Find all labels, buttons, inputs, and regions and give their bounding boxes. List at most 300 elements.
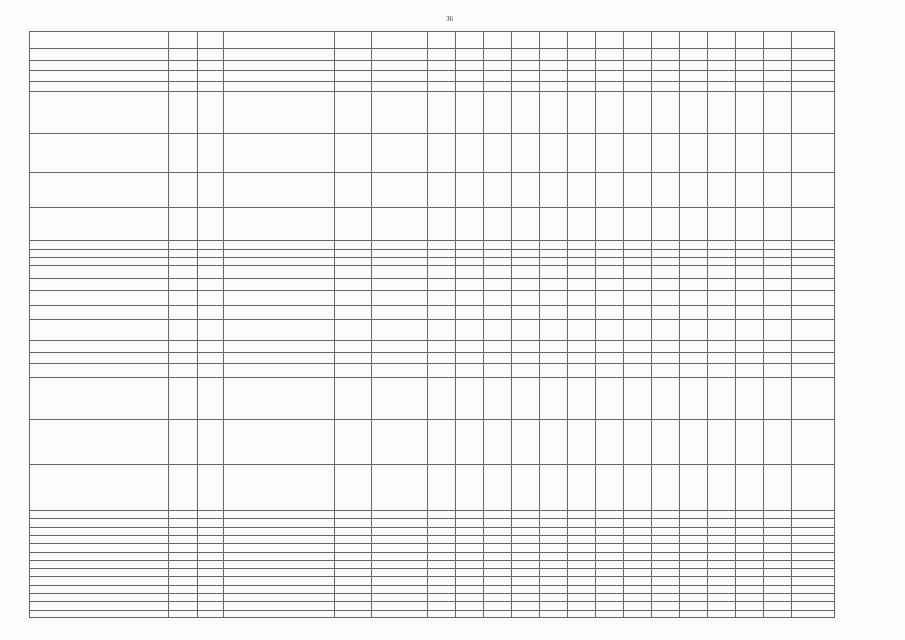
table-cell: [736, 544, 764, 552]
table-cell: [596, 527, 624, 535]
page-number: 36: [446, 15, 453, 23]
table-row: [30, 320, 835, 341]
table-cell: [764, 519, 792, 527]
table-cell: [30, 71, 169, 81]
table-cell: [624, 278, 652, 290]
table-cell: [708, 305, 736, 320]
table-cell: [198, 241, 224, 249]
table-cell: [764, 465, 792, 511]
table-cell: [736, 353, 764, 363]
table-cell: [596, 585, 624, 593]
table-cell: [456, 593, 484, 601]
table-row: [30, 560, 835, 568]
table-row: [30, 305, 835, 320]
table-cell: [540, 544, 568, 552]
table-cell: [708, 593, 736, 601]
table-cell: [624, 32, 652, 49]
table-cell: [484, 419, 512, 465]
table-cell: [372, 419, 428, 465]
table-cell: [596, 340, 624, 352]
table-cell: [540, 552, 568, 560]
table-cell: [512, 266, 540, 278]
table-cell: [428, 249, 456, 257]
table-cell: [456, 363, 484, 378]
table-cell: [652, 173, 680, 208]
table-cell: [30, 48, 169, 60]
table-cell: [652, 258, 680, 266]
table-cell: [708, 577, 736, 585]
table-cell: [224, 305, 335, 320]
table-cell: [708, 71, 736, 81]
table-cell: [484, 92, 512, 133]
table-cell: [736, 249, 764, 257]
table-cell: [198, 249, 224, 257]
table-cell: [169, 363, 198, 378]
table-cell: [428, 519, 456, 527]
table-cell: [512, 419, 540, 465]
table-cell: [30, 340, 169, 352]
table-cell: [792, 519, 835, 527]
table-cell: [428, 92, 456, 133]
table-cell: [169, 320, 198, 341]
table-cell: [764, 320, 792, 341]
table-row: [30, 544, 835, 552]
table-cell: [568, 71, 596, 81]
table-cell: [764, 32, 792, 49]
table-cell: [568, 278, 596, 290]
table-cell: [736, 291, 764, 306]
table-cell: [540, 241, 568, 249]
table-cell: [792, 266, 835, 278]
table-row: [30, 519, 835, 527]
table-cell: [540, 519, 568, 527]
table-cell: [428, 569, 456, 577]
table-cell: [456, 48, 484, 60]
table-cell: [198, 133, 224, 172]
table-cell: [456, 305, 484, 320]
table-cell: [708, 61, 736, 71]
table-cell: [428, 241, 456, 249]
table-cell: [456, 258, 484, 266]
table-cell: [512, 71, 540, 81]
table-cell: [484, 340, 512, 352]
table-cell: [30, 278, 169, 290]
table-cell: [652, 278, 680, 290]
table-cell: [30, 552, 169, 560]
table-cell: [198, 81, 224, 91]
table-cell: [169, 544, 198, 552]
table-cell: [335, 133, 372, 172]
table-cell: [540, 258, 568, 266]
table-cell: [568, 569, 596, 577]
table-cell: [596, 278, 624, 290]
table-cell: [708, 544, 736, 552]
table-cell: [652, 61, 680, 71]
table-cell: [428, 61, 456, 71]
table-cell: [708, 92, 736, 133]
table-cell: [540, 340, 568, 352]
table-cell: [335, 602, 372, 610]
table-cell: [512, 320, 540, 341]
table-cell: [596, 544, 624, 552]
table-cell: [680, 585, 708, 593]
table-cell: [568, 511, 596, 519]
table-cell: [224, 602, 335, 610]
table-row: [30, 419, 835, 465]
table-cell: [652, 71, 680, 81]
table-cell: [680, 602, 708, 610]
table-cell: [30, 208, 169, 241]
table-cell: [652, 602, 680, 610]
table-cell: [680, 363, 708, 378]
table-cell: [372, 173, 428, 208]
table-cell: [335, 173, 372, 208]
table-cell: [652, 81, 680, 91]
table-cell: [224, 544, 335, 552]
table-cell: [335, 340, 372, 352]
table-row: [30, 577, 835, 585]
table-cell: [568, 519, 596, 527]
table-cell: [792, 61, 835, 71]
table-cell: [198, 363, 224, 378]
table-cell: [708, 249, 736, 257]
table-cell: [30, 465, 169, 511]
table-cell: [169, 602, 198, 610]
table-cell: [198, 535, 224, 543]
table-cell: [596, 173, 624, 208]
table-cell: [792, 278, 835, 290]
table-cell: [708, 48, 736, 60]
table-cell: [30, 258, 169, 266]
table-cell: [456, 61, 484, 71]
table-cell: [624, 527, 652, 535]
table-cell: [169, 353, 198, 363]
table-cell: [372, 465, 428, 511]
table-cell: [680, 519, 708, 527]
table-cell: [680, 291, 708, 306]
table-cell: [736, 569, 764, 577]
table-cell: [624, 535, 652, 543]
table-cell: [540, 266, 568, 278]
table-cell: [372, 48, 428, 60]
table-cell: [30, 519, 169, 527]
table-row: [30, 353, 835, 363]
table-cell: [792, 535, 835, 543]
table-cell: [624, 593, 652, 601]
table-cell: [624, 71, 652, 81]
table-cell: [335, 569, 372, 577]
table-row: [30, 465, 835, 511]
table-cell: [792, 577, 835, 585]
table-cell: [198, 465, 224, 511]
table-cell: [764, 173, 792, 208]
table-cell: [198, 71, 224, 81]
table-cell: [540, 378, 568, 419]
table-cell: [30, 291, 169, 306]
table-cell: [540, 71, 568, 81]
table-cell: [372, 378, 428, 419]
table-cell: [652, 569, 680, 577]
table-cell: [512, 519, 540, 527]
table-cell: [792, 511, 835, 519]
table-cell: [680, 32, 708, 49]
table-cell: [484, 320, 512, 341]
table-cell: [764, 593, 792, 601]
table-cell: [512, 593, 540, 601]
table-cell: [372, 340, 428, 352]
table-cell: [30, 32, 169, 49]
table-cell: [764, 585, 792, 593]
table-cell: [540, 527, 568, 535]
table-cell: [680, 241, 708, 249]
table-cell: [169, 535, 198, 543]
table-cell: [372, 527, 428, 535]
table-cell: [372, 61, 428, 71]
table-cell: [596, 378, 624, 419]
table-cell: [512, 249, 540, 257]
table-cell: [335, 511, 372, 519]
table-cell: [30, 560, 169, 568]
table-cell: [680, 92, 708, 133]
table-cell: [198, 419, 224, 465]
table-cell: [224, 363, 335, 378]
table-cell: [224, 419, 335, 465]
table-cell: [764, 544, 792, 552]
table-cell: [169, 61, 198, 71]
table-cell: [456, 610, 484, 617]
table-cell: [624, 61, 652, 71]
table-cell: [736, 305, 764, 320]
table-cell: [428, 560, 456, 568]
table-cell: [652, 353, 680, 363]
table-cell: [198, 61, 224, 71]
table-row: [30, 552, 835, 560]
table-cell: [224, 48, 335, 60]
table-cell: [335, 363, 372, 378]
table-row: [30, 602, 835, 610]
table-cell: [484, 71, 512, 81]
table-cell: [680, 173, 708, 208]
table-cell: [568, 291, 596, 306]
table-cell: [764, 511, 792, 519]
table-cell: [456, 241, 484, 249]
table-cell: [428, 81, 456, 91]
table-cell: [596, 602, 624, 610]
table-cell: [764, 61, 792, 71]
table-cell: [652, 266, 680, 278]
table-row: [30, 48, 835, 60]
table-cell: [484, 519, 512, 527]
table-cell: [708, 291, 736, 306]
table-cell: [708, 258, 736, 266]
table-cell: [680, 278, 708, 290]
table-cell: [512, 81, 540, 91]
table-cell: [224, 208, 335, 241]
table-cell: [428, 32, 456, 49]
table-cell: [224, 560, 335, 568]
table-cell: [30, 511, 169, 519]
table-cell: [428, 378, 456, 419]
table-cell: [198, 519, 224, 527]
table-cell: [764, 305, 792, 320]
table-cell: [456, 602, 484, 610]
table-cell: [30, 419, 169, 465]
table-row: [30, 610, 835, 617]
table-cell: [512, 92, 540, 133]
table-cell: [456, 560, 484, 568]
table-cell: [512, 378, 540, 419]
table-cell: [764, 258, 792, 266]
table-cell: [680, 569, 708, 577]
table-cell: [456, 133, 484, 172]
table-cell: [652, 585, 680, 593]
table-cell: [512, 340, 540, 352]
table-cell: [652, 340, 680, 352]
table-cell: [596, 291, 624, 306]
table-cell: [736, 173, 764, 208]
table-cell: [484, 552, 512, 560]
table-row: [30, 291, 835, 306]
table-cell: [335, 291, 372, 306]
table-cell: [764, 577, 792, 585]
table-cell: [198, 320, 224, 341]
table-cell: [456, 320, 484, 341]
table-cell: [708, 560, 736, 568]
table-cell: [372, 577, 428, 585]
table-cell: [736, 519, 764, 527]
table-cell: [680, 320, 708, 341]
table-cell: [372, 569, 428, 577]
table-cell: [624, 353, 652, 363]
table-cell: [428, 353, 456, 363]
table-cell: [456, 71, 484, 81]
table-cell: [540, 278, 568, 290]
table-cell: [335, 92, 372, 133]
table-cell: [456, 552, 484, 560]
table-cell: [680, 593, 708, 601]
table-cell: [512, 278, 540, 290]
table-cell: [484, 61, 512, 71]
table-cell: [372, 92, 428, 133]
table-cell: [456, 519, 484, 527]
table-cell: [456, 535, 484, 543]
table-cell: [456, 569, 484, 577]
table-cell: [335, 266, 372, 278]
table-cell: [680, 535, 708, 543]
table-cell: [198, 305, 224, 320]
table-cell: [372, 602, 428, 610]
table-cell: [169, 133, 198, 172]
table-cell: [568, 241, 596, 249]
table-cell: [335, 241, 372, 249]
table-row: [30, 266, 835, 278]
table-cell: [456, 340, 484, 352]
table-cell: [708, 378, 736, 419]
table-cell: [596, 610, 624, 617]
table-cell: [456, 511, 484, 519]
table-cell: [512, 61, 540, 71]
table-cell: [30, 585, 169, 593]
table-cell: [335, 48, 372, 60]
table-cell: [540, 465, 568, 511]
table-cell: [624, 320, 652, 341]
table-cell: [372, 593, 428, 601]
table-cell: [169, 241, 198, 249]
table-cell: [540, 81, 568, 91]
table-cell: [680, 266, 708, 278]
table-cell: [456, 577, 484, 585]
table-cell: [169, 340, 198, 352]
table-row: [30, 585, 835, 593]
table-cell: [568, 320, 596, 341]
table-cell: [652, 465, 680, 511]
table-cell: [512, 569, 540, 577]
table-cell: [484, 511, 512, 519]
table-cell: [456, 291, 484, 306]
table-cell: [680, 527, 708, 535]
table-cell: [736, 577, 764, 585]
table-cell: [652, 249, 680, 257]
table-cell: [169, 291, 198, 306]
table-cell: [372, 535, 428, 543]
table-cell: [428, 71, 456, 81]
table-cell: [540, 249, 568, 257]
table-cell: [198, 353, 224, 363]
table-cell: [428, 511, 456, 519]
table-cell: [372, 208, 428, 241]
table-cell: [484, 569, 512, 577]
table-cell: [484, 585, 512, 593]
table-cell: [198, 378, 224, 419]
table-cell: [512, 527, 540, 535]
table-cell: [335, 544, 372, 552]
table-cell: [596, 511, 624, 519]
table-cell: [484, 48, 512, 60]
table-cell: [198, 602, 224, 610]
table-cell: [428, 419, 456, 465]
table-cell: [224, 552, 335, 560]
table-cell: [335, 32, 372, 49]
table-cell: [680, 61, 708, 71]
table-cell: [764, 569, 792, 577]
table-cell: [484, 133, 512, 172]
table-cell: [596, 32, 624, 49]
table-cell: [428, 527, 456, 535]
table-cell: [169, 71, 198, 81]
table-cell: [428, 602, 456, 610]
table-cell: [708, 32, 736, 49]
table-cell: [456, 419, 484, 465]
table-cell: [512, 363, 540, 378]
table-cell: [169, 585, 198, 593]
table-cell: [652, 32, 680, 49]
table-cell: [169, 48, 198, 60]
table-cell: [30, 535, 169, 543]
table-cell: [372, 249, 428, 257]
table-cell: [335, 249, 372, 257]
table-cell: [624, 241, 652, 249]
table-cell: [30, 544, 169, 552]
table-cell: [568, 593, 596, 601]
table-cell: [372, 241, 428, 249]
table-cell: [540, 173, 568, 208]
table-row: [30, 208, 835, 241]
table-cell: [624, 577, 652, 585]
table-cell: [792, 258, 835, 266]
table-cell: [652, 593, 680, 601]
table-cell: [372, 71, 428, 81]
table-row: [30, 241, 835, 249]
